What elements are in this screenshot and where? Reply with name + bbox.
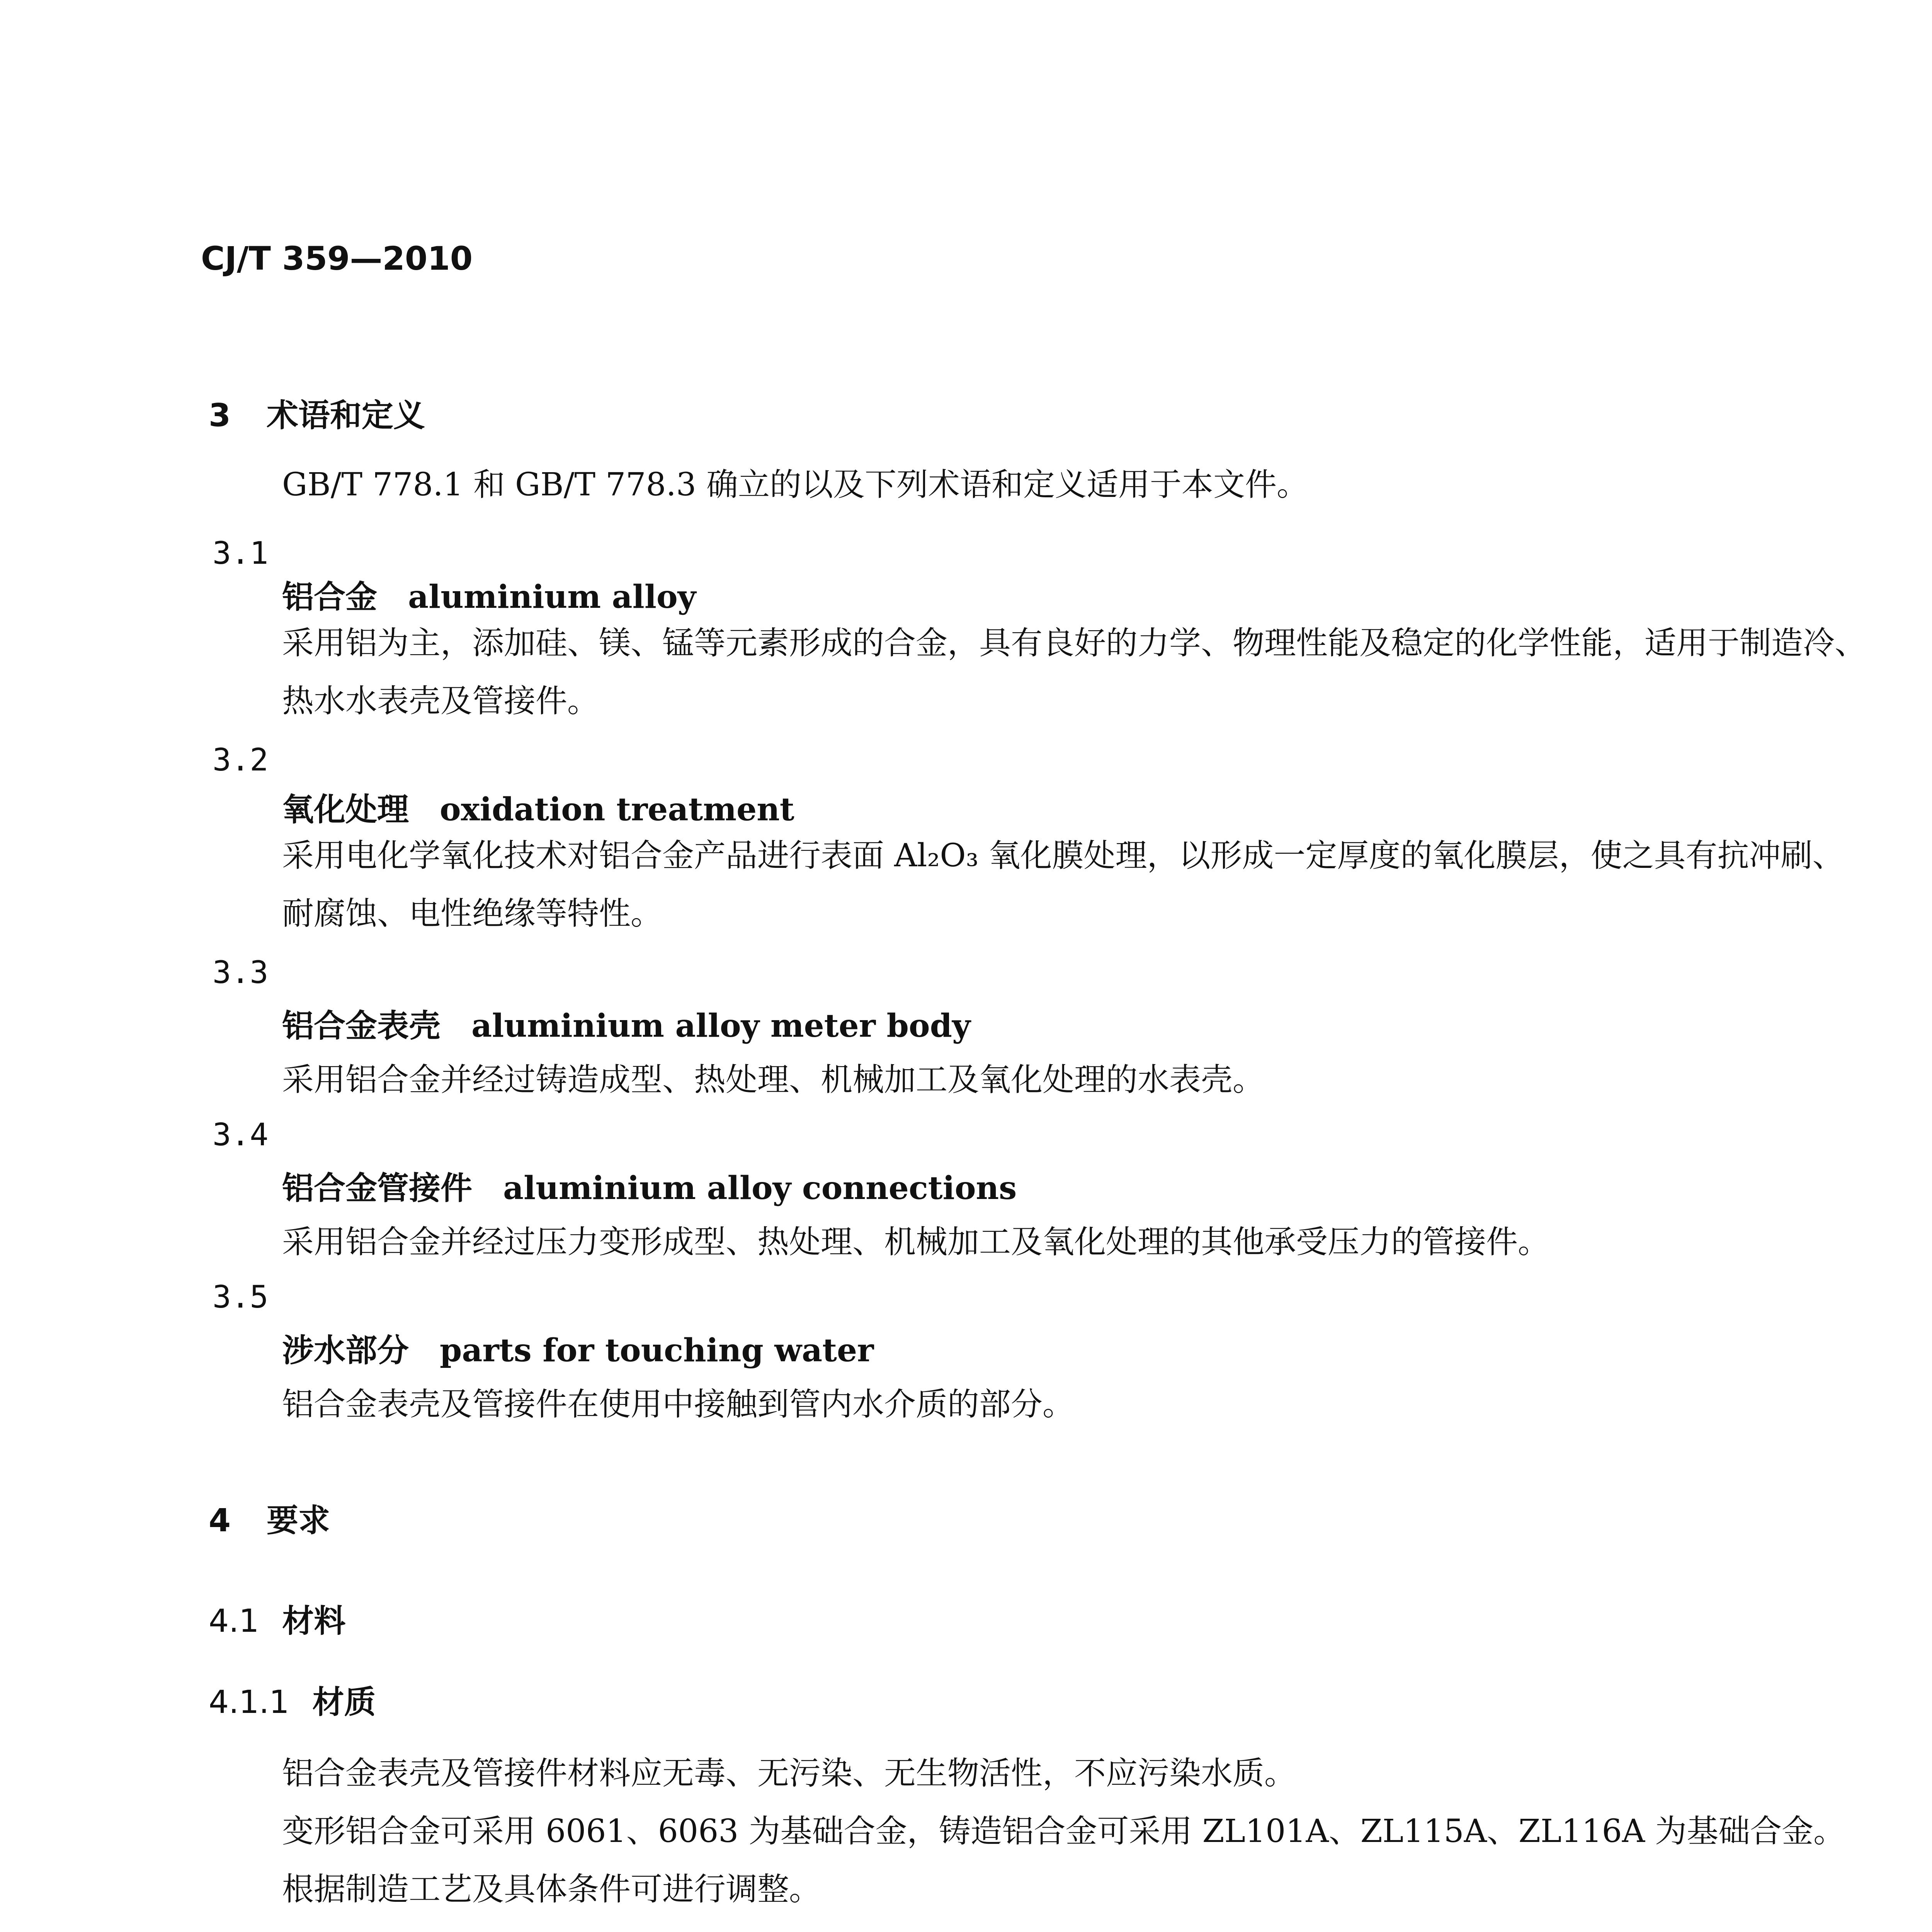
term-title: 氧化处理 oxidation treatment	[282, 791, 794, 828]
section-4-1-1-heading: 4.1.1 材质	[209, 1684, 376, 1721]
term-definition: 采用铝合金并经过铸造成型、热处理、机械加工及氧化处理的水表壳。	[282, 1061, 1265, 1098]
term-definition: 采用铝为主，添加硅、镁、锰等元素形成的合金，具有良好的力学、物理性能及稳定的化学性能，适用于制造冷、热水水表壳及管接件。	[282, 625, 1867, 719]
term-title: 铝合金表壳 aluminium alloy meter body	[282, 1007, 971, 1044]
term-number: 3.5	[213, 1279, 269, 1315]
paragraph: 变形铝合金可采用 6061、6063 为基础合金，铸造铝合金可采用 ZL101A、ZL115A、ZL116A 为基础合金。根据制造工艺及具体条件可进行调整。	[282, 1813, 1845, 1908]
section-4-1-heading: 4.1 材料	[209, 1603, 346, 1639]
term-number: 3.2	[213, 742, 269, 778]
term-number: 3.3	[213, 954, 269, 990]
term-definition: 采用铝合金并经过压力变形成型、热处理、机械加工及氧化处理的其他承受压力的管接件。	[282, 1224, 1550, 1260]
section-4-heading: 4 要求	[209, 1502, 330, 1539]
standard-code: CJ/T 359—2010	[201, 240, 473, 277]
term-definition: 铝合金表壳及管接件在使用中接触到管内水介质的部分。	[282, 1386, 1075, 1423]
paragraph: 铝合金表壳及管接件材料应无毒、无污染、无生物活性，不应污染水质。	[282, 1755, 1296, 1792]
term-number: 3.4	[213, 1117, 269, 1153]
term-number: 3.1	[213, 535, 269, 571]
term-title: 铝合金管接件 aluminium alloy connections	[282, 1170, 1017, 1207]
section-3-heading: 3 术语和定义	[209, 397, 425, 434]
section-3-intro: GB/T 778.1 和 GB/T 778.3 确立的以及下列术语和定义适用于本文件。	[282, 466, 1308, 503]
term-title: 铝合金 aluminium alloy	[282, 578, 696, 616]
term-title: 涉水部分 parts for touching water	[282, 1332, 874, 1369]
term-definition: 采用电化学氧化技术对铝合金产品进行表面 Al₂O₃ 氧化膜处理，以形成一定厚度的氧化膜层，使之具有抗冲刷、耐腐蚀、电性绝缘等特性。	[282, 837, 1844, 932]
